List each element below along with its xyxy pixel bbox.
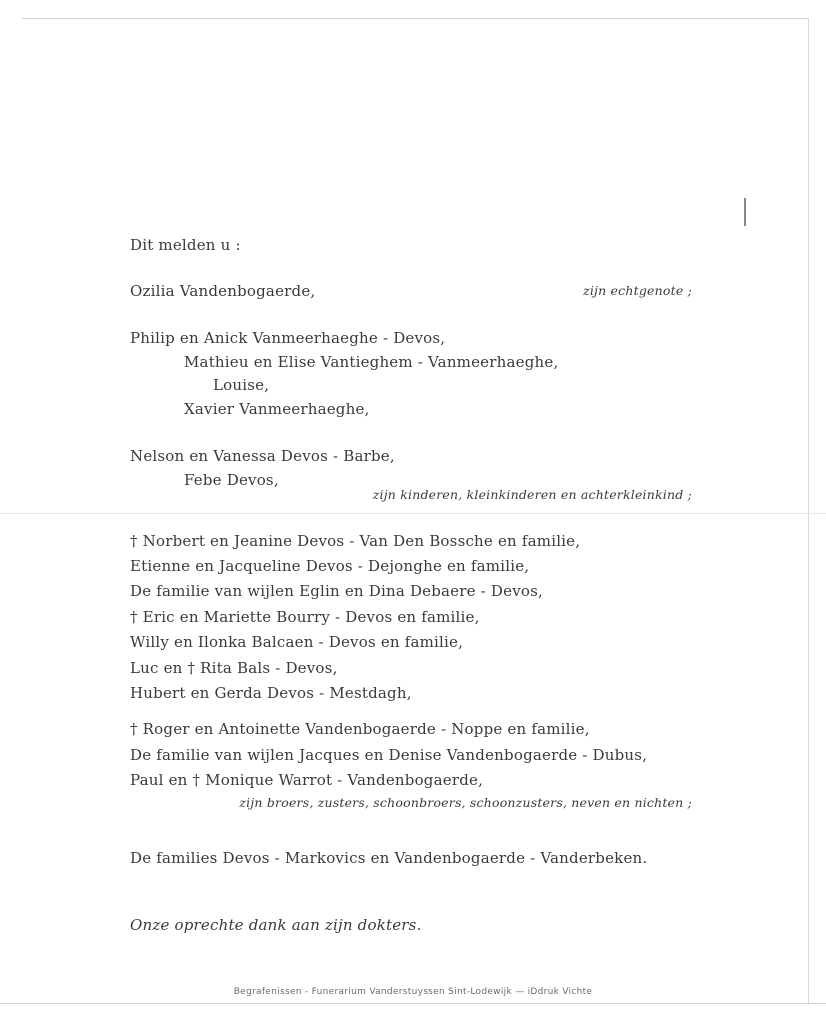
sibling-line: Etienne en Jacqueline Devos - Dejonghe en familie, <box>130 557 530 575</box>
sibling-line: Hubert en Gerda Devos - Mestdagh, <box>130 684 412 702</box>
printer-footer: Begrafenissen - Funerarium Vanderstuyssen Sint-Lodewijk — iDdruk Vichte <box>233 987 593 997</box>
sibling-line: † Norbert en Jeanine Devos - Van Den Bossche en familie, <box>130 532 581 550</box>
spouse-role: zijn echtgenote ; <box>583 283 692 298</box>
grandchild-line: Xavier Vanmeerhaeghe, <box>184 400 370 418</box>
page-fold-line <box>0 513 826 514</box>
child-line: Nelson en Vanessa Devos - Barbe, <box>130 447 395 465</box>
sibling-line: Luc en † Rita Bals - Devos, <box>130 659 338 677</box>
intro-text: Dit melden u : <box>130 236 241 254</box>
sibling-line: † Roger en Antoinette Vandenbogaerde - Noppe en familie, <box>130 720 590 738</box>
sibling-line: † Eric en Mariette Bourry - Devos en familie, <box>130 608 480 626</box>
thanks-line: Onze oprechte dank aan zijn dokters. <box>130 916 422 934</box>
page-edge-bottom <box>0 1003 826 1004</box>
siblings-role: zijn broers, zusters, schoonbroers, schoonzusters, neven en nichten ; <box>239 795 692 810</box>
grandchild-line: Febe Devos, <box>184 471 279 489</box>
sibling-line: Paul en † Monique Warrot - Vandenbogaerde, <box>130 771 484 789</box>
sibling-line: De familie van wijlen Eglin en Dina Debaere - Devos, <box>130 582 543 600</box>
families-line: De families Devos - Markovics en Vandenbogaerde - Vanderbeken. <box>130 849 648 867</box>
grandchild-line: Mathieu en Elise Vantieghem - Vanmeerhaeghe, <box>184 353 559 371</box>
great-grandchild-line: Louise, <box>213 376 270 394</box>
sibling-line: De familie van wijlen Jacques en Denise Vandenbogaerde - Dubus, <box>130 746 648 764</box>
scan-mark <box>744 198 746 226</box>
page-edge-top <box>22 18 808 19</box>
children-role: zijn kinderen, kleinkinderen en achterkleinkind ; <box>372 487 692 502</box>
spouse-name: Ozilia Vandenbogaerde, <box>130 282 316 300</box>
page-edge-right <box>808 18 809 1003</box>
child-line: Philip en Anick Vanmeerhaeghe - Devos, <box>130 329 446 347</box>
sibling-line: Willy en Ilonka Balcaen - Devos en familie, <box>130 633 464 651</box>
